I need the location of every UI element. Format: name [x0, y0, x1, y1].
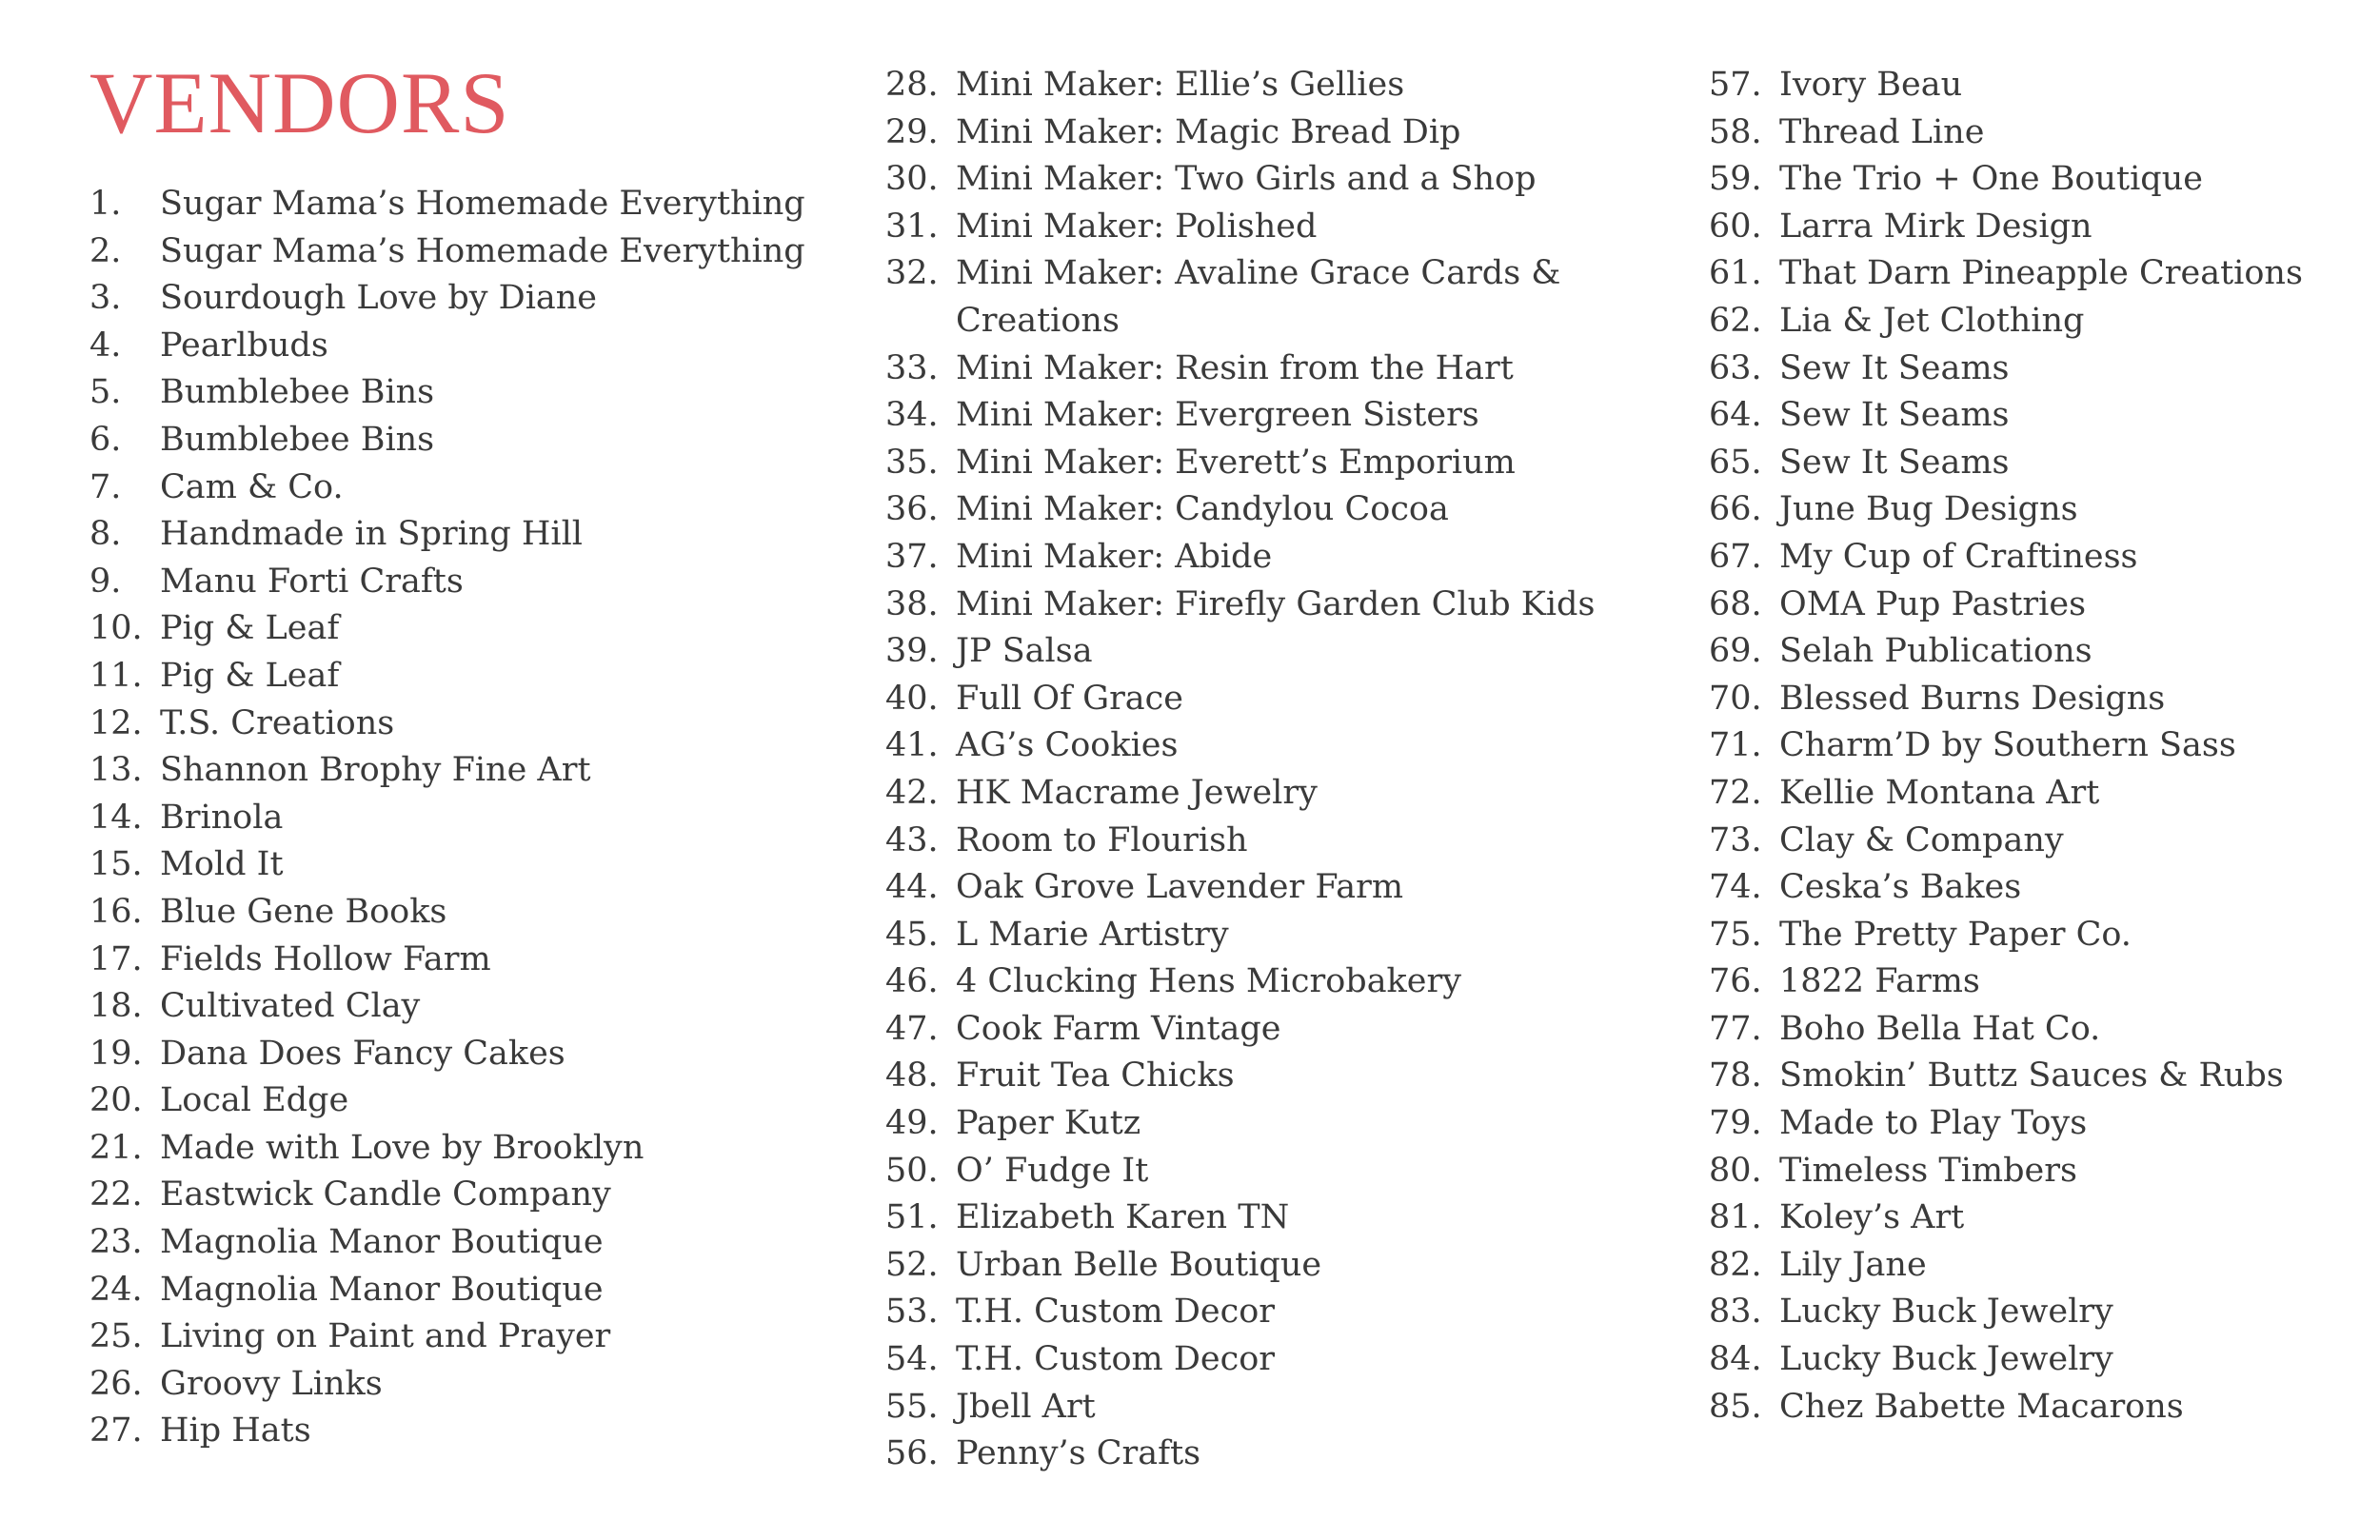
list-item	[885, 392, 1628, 440]
vendor-name: Lily Jane	[1779, 1245, 1927, 1284]
page-title: VENDORS	[89, 54, 510, 151]
list-item	[1709, 250, 2366, 298]
vendor-name: Charm’D by Southern Sass	[1779, 726, 2236, 765]
list-item	[89, 464, 813, 512]
list-item-number: 84.	[1709, 1340, 1762, 1379]
list-item-number: 4.	[89, 326, 122, 365]
list-item-number: 41.	[885, 726, 939, 765]
vendor-name: Mini Maker: Evergreen Sisters	[956, 396, 1479, 435]
list-item	[1709, 62, 2366, 109]
list-item-number: 82.	[1709, 1245, 1762, 1284]
vendor-name: Fruit Tea Chicks	[956, 1056, 1235, 1096]
vendor-name: My Cup of Craftiness	[1779, 537, 2138, 576]
vendor-name: That Darn Pineapple Creations	[1779, 254, 2303, 293]
vendor-name: Mini Maker: Firefly Garden Club Kids	[956, 584, 1596, 623]
list-item-number: 27.	[89, 1412, 143, 1451]
vendor-name: Thread Line	[1779, 112, 1985, 151]
vendor-name: Sugar Mama’s Homemade Everything	[160, 231, 805, 270]
list-item	[885, 534, 1628, 582]
list-item-number: 24.	[89, 1270, 143, 1309]
list-item-number: 36.	[885, 490, 939, 529]
vendor-name: OMA Pup Pastries	[1779, 584, 2087, 623]
list-item-number: 44.	[885, 868, 939, 907]
vendor-name: Chez Babette Macarons	[1779, 1387, 2184, 1426]
list-item	[89, 889, 813, 937]
list-item-number: 56.	[885, 1434, 939, 1473]
list-item	[1709, 864, 2366, 912]
vendor-name: Mini Maker: Magic Bread Dip	[956, 112, 1461, 151]
list-item	[1709, 818, 2366, 865]
vendor-name: Mold It	[160, 845, 284, 884]
list-item	[1709, 1194, 2366, 1242]
list-item	[885, 582, 1628, 629]
vendor-name: Cook Farm Vintage	[956, 1009, 1281, 1048]
list-item-number: 8.	[89, 515, 122, 554]
list-item	[89, 1172, 813, 1219]
vendor-name: Groovy Links	[160, 1364, 383, 1403]
list-item-number: 12.	[89, 703, 143, 742]
list-item-number: 2.	[89, 231, 122, 270]
list-item-number: 28.	[885, 66, 939, 104]
list-item	[89, 511, 813, 559]
list-item	[89, 653, 813, 701]
list-item	[89, 795, 813, 842]
list-item	[885, 250, 1628, 345]
vendor-list-column-3	[1709, 62, 2366, 1431]
list-item-number: 29.	[885, 112, 939, 151]
list-item	[885, 1053, 1628, 1100]
vendor-name: Cultivated Clay	[160, 987, 421, 1026]
vendor-name: L Marie Artistry	[956, 915, 1229, 954]
list-item	[885, 628, 1628, 676]
list-item-number: 69.	[1709, 632, 1762, 671]
list-item-number: 49.	[885, 1104, 939, 1143]
vendor-name: Sew It Seams	[1779, 443, 2010, 482]
vendor-name: June Bug Designs	[1779, 490, 2078, 529]
list-item-number: 11.	[89, 656, 143, 695]
list-item	[89, 1313, 813, 1361]
vendor-name: Mini Maker: Ellie’s Gellies	[956, 66, 1405, 104]
list-item	[1709, 958, 2366, 1006]
list-item	[885, 440, 1628, 487]
list-item	[89, 1125, 813, 1173]
list-item	[885, 818, 1628, 865]
list-item	[89, 701, 813, 748]
list-item-number: 55.	[885, 1387, 939, 1426]
vendor-name: Urban Belle Boutique	[956, 1245, 1322, 1284]
list-item	[89, 1031, 813, 1078]
vendor-name: Clay & Company	[1779, 820, 2064, 859]
vendor-name: Blessed Burns Designs	[1779, 679, 2166, 718]
list-item	[89, 1408, 813, 1455]
list-item	[885, 1431, 1628, 1478]
list-item	[1709, 770, 2366, 818]
list-item-number: 42.	[885, 773, 939, 812]
list-item	[1709, 912, 2366, 959]
list-item	[89, 1077, 813, 1125]
list-item	[885, 722, 1628, 770]
list-item	[885, 958, 1628, 1006]
list-item-number: 51.	[885, 1198, 939, 1237]
list-item-number: 46.	[885, 962, 939, 1001]
list-item	[1709, 440, 2366, 487]
vendor-name: Pig & Leaf	[160, 656, 340, 695]
list-item-number: 65.	[1709, 443, 1762, 482]
vendor-name: Mini Maker: Two Girls and a Shop	[956, 160, 1537, 199]
vendor-name: O’ Fudge It	[956, 1151, 1149, 1190]
vendor-name: Local Edge	[160, 1081, 349, 1120]
list-item-number: 57.	[1709, 66, 1762, 104]
vendor-name: Blue Gene Books	[160, 892, 447, 931]
list-item	[89, 937, 813, 984]
list-item	[89, 1267, 813, 1314]
list-item-number: 47.	[885, 1009, 939, 1048]
vendor-name: AG’s Cookies	[956, 726, 1179, 765]
list-item	[885, 1006, 1628, 1054]
vendor-name: Made with Love by Brooklyn	[160, 1128, 645, 1167]
list-item-number: 23.	[89, 1223, 143, 1262]
vendor-name: Mini Maker: Candylou Cocoa	[956, 490, 1449, 529]
list-item	[1709, 298, 2366, 346]
vendor-name: Lucky Buck Jewelry	[1779, 1293, 2113, 1332]
list-item-number: 72.	[1709, 773, 1762, 812]
list-item-number: 73.	[1709, 820, 1762, 859]
list-item	[89, 1219, 813, 1267]
list-item-number: 52.	[885, 1245, 939, 1284]
vendor-list-column-2	[885, 62, 1628, 1478]
list-item	[885, 676, 1628, 723]
vendor-name: Magnolia Manor Boutique	[160, 1223, 604, 1262]
list-item-number: 85.	[1709, 1387, 1762, 1426]
list-item-number: 63.	[1709, 348, 1762, 387]
list-item	[1709, 392, 2366, 440]
vendor-name: Selah Publications	[1779, 632, 2092, 671]
vendor-name: Lucky Buck Jewelry	[1779, 1340, 2113, 1379]
list-item-number: 14.	[89, 798, 143, 837]
vendor-list-column-1	[89, 181, 813, 1455]
list-item-number: 13.	[89, 751, 143, 790]
vendor-name: T.H. Custom Decor	[956, 1340, 1276, 1379]
list-item-number: 3.	[89, 279, 122, 318]
list-item-number: 15.	[89, 845, 143, 884]
list-item-number: 37.	[885, 537, 939, 576]
list-item-number: 7.	[89, 467, 122, 506]
vendor-name: JP Salsa	[956, 632, 1093, 671]
list-item-number: 81.	[1709, 1198, 1762, 1237]
list-item	[89, 605, 813, 653]
vendor-name: Sew It Seams	[1779, 396, 2010, 435]
list-item-number: 62.	[1709, 301, 1762, 340]
vendor-name: Kellie Montana Art	[1779, 773, 2100, 812]
list-item	[1709, 534, 2366, 582]
list-item-number: 54.	[885, 1340, 939, 1379]
vendor-name: Ivory Beau	[1779, 66, 1963, 104]
list-item	[1709, 1384, 2366, 1431]
vendor-name: Smokin’ Buttz Sauces & Rubs	[1779, 1056, 2284, 1096]
list-item	[1709, 204, 2366, 251]
list-item-number: 77.	[1709, 1009, 1762, 1048]
vendor-name: T.S. Creations	[160, 703, 395, 742]
vendor-name: Paper Kutz	[956, 1104, 1141, 1143]
vendor-name: Room to Flourish	[956, 820, 1248, 859]
list-item-number: 78.	[1709, 1056, 1762, 1096]
list-item-number: 22.	[89, 1175, 143, 1214]
list-item	[1709, 156, 2366, 204]
list-item	[89, 1361, 813, 1409]
list-item-number: 64.	[1709, 396, 1762, 435]
list-item-number: 50.	[885, 1151, 939, 1190]
list-item-number: 60.	[1709, 207, 1762, 246]
vendor-name: Mini Maker: Avaline Grace Cards & Creations	[956, 254, 1561, 340]
vendor-name: Dana Does Fancy Cakes	[160, 1034, 565, 1073]
vendor-name: Jbell Art	[956, 1387, 1096, 1426]
vendor-name: Magnolia Manor Boutique	[160, 1270, 604, 1309]
list-item-number: 48.	[885, 1056, 939, 1096]
list-item-number: 31.	[885, 207, 939, 246]
vendor-name: Made to Play Toys	[1779, 1104, 2088, 1143]
vendor-name: Brinola	[160, 798, 284, 837]
vendor-name: Full Of Grace	[956, 679, 1183, 718]
list-item-number: 71.	[1709, 726, 1762, 765]
list-item	[1709, 1336, 2366, 1384]
list-item	[885, 62, 1628, 109]
list-item	[89, 559, 813, 606]
list-item	[885, 156, 1628, 204]
list-item-number: 38.	[885, 584, 939, 623]
vendor-name: Pig & Leaf	[160, 609, 340, 648]
list-item-number: 58.	[1709, 112, 1762, 151]
vendor-name: Koley’s Art	[1779, 1198, 1965, 1237]
list-item-number: 20.	[89, 1081, 143, 1120]
vendor-name: 1822 Farms	[1779, 962, 1980, 1001]
list-item-number: 9.	[89, 562, 122, 601]
list-item	[1709, 722, 2366, 770]
list-item-number: 21.	[89, 1128, 143, 1167]
list-item	[885, 1148, 1628, 1195]
vendor-name: Elizabeth Karen TN	[956, 1198, 1290, 1237]
vendor-name: 4 Clucking Hens Microbakery	[956, 962, 1461, 1001]
vendor-name: Mini Maker: Abide	[956, 537, 1273, 576]
list-item-number: 70.	[1709, 679, 1762, 718]
vendor-name: Boho Bella Hat Co.	[1779, 1009, 2101, 1048]
list-item-number: 35.	[885, 443, 939, 482]
list-item-number: 16.	[89, 892, 143, 931]
vendor-name: Mini Maker: Resin from the Hart	[956, 348, 1514, 387]
list-item	[1709, 676, 2366, 723]
vendor-name: Fields Hollow Farm	[160, 939, 491, 978]
list-item	[885, 1242, 1628, 1290]
list-item-number: 19.	[89, 1034, 143, 1073]
list-item	[1709, 486, 2366, 534]
list-item-number: 83.	[1709, 1293, 1762, 1332]
list-item	[885, 770, 1628, 818]
list-item-number: 34.	[885, 396, 939, 435]
vendor-name: T.H. Custom Decor	[956, 1293, 1276, 1332]
vendor-name: Timeless Timbers	[1779, 1151, 2077, 1190]
vendor-name: Larra Mirk Design	[1779, 207, 2092, 246]
list-item	[1709, 1289, 2366, 1336]
list-item	[1709, 1100, 2366, 1148]
list-item-number: 75.	[1709, 915, 1762, 954]
list-item-number: 80.	[1709, 1151, 1762, 1190]
list-item-number: 33.	[885, 348, 939, 387]
list-item	[885, 1384, 1628, 1431]
list-item-number: 1.	[89, 185, 122, 223]
list-item	[89, 747, 813, 795]
vendor-name: Eastwick Candle Company	[160, 1175, 611, 1214]
vendor-name: Oak Grove Lavender Farm	[956, 868, 1404, 907]
list-item-number: 59.	[1709, 160, 1762, 199]
vendor-name: Sugar Mama’s Homemade Everything	[160, 185, 805, 223]
list-item	[1709, 1006, 2366, 1054]
vendor-name: HK Macrame Jewelry	[956, 773, 1318, 812]
list-item-number: 6.	[89, 420, 122, 459]
list-item-number: 67.	[1709, 537, 1762, 576]
list-item	[885, 109, 1628, 157]
list-item	[1709, 1242, 2366, 1290]
list-item	[89, 841, 813, 889]
vendor-name: Bumblebee Bins	[160, 420, 435, 459]
list-item	[1709, 582, 2366, 629]
list-item-number: 61.	[1709, 254, 1762, 293]
vendor-name: Pearlbuds	[160, 326, 328, 365]
list-item-number: 32.	[885, 254, 939, 293]
list-item	[89, 181, 813, 228]
vendor-name: Shannon Brophy Fine Art	[160, 751, 591, 790]
vendor-name: Living on Paint and Prayer	[160, 1317, 611, 1356]
list-item-number: 25.	[89, 1317, 143, 1356]
list-item-number: 26.	[89, 1364, 143, 1403]
list-item	[885, 1336, 1628, 1384]
list-item-number: 45.	[885, 915, 939, 954]
list-item-number: 10.	[89, 609, 143, 648]
list-item-number: 74.	[1709, 868, 1762, 907]
list-item-number: 18.	[89, 987, 143, 1026]
list-item-number: 79.	[1709, 1104, 1762, 1143]
list-item	[885, 346, 1628, 393]
list-item-number: 68.	[1709, 584, 1762, 623]
vendor-name: Mini Maker: Polished	[956, 207, 1318, 246]
vendor-name: Hip Hats	[160, 1412, 311, 1451]
list-item	[885, 912, 1628, 959]
vendor-name: Ceska’s Bakes	[1779, 868, 2022, 907]
vendor-name: Cam & Co.	[160, 467, 344, 506]
vendor-name: The Trio + One Boutique	[1779, 160, 2203, 199]
list-item	[89, 275, 813, 323]
list-item-number: 43.	[885, 820, 939, 859]
list-item-number: 76.	[1709, 962, 1762, 1001]
list-item-number: 53.	[885, 1293, 939, 1332]
list-item	[89, 417, 813, 464]
list-item	[885, 486, 1628, 534]
list-item	[89, 983, 813, 1031]
vendor-name: Sew It Seams	[1779, 348, 2010, 387]
list-item	[1709, 1053, 2366, 1100]
list-item	[89, 369, 813, 417]
list-item-number: 17.	[89, 939, 143, 978]
vendor-name: Mini Maker: Everett’s Emporium	[956, 443, 1516, 482]
list-item	[885, 1100, 1628, 1148]
list-item	[1709, 1148, 2366, 1195]
list-item-number: 40.	[885, 679, 939, 718]
vendor-name: Manu Forti Crafts	[160, 562, 464, 601]
list-item	[885, 864, 1628, 912]
list-item	[885, 1194, 1628, 1242]
list-item	[89, 323, 813, 370]
vendor-name: Handmade in Spring Hill	[160, 515, 583, 554]
list-item-number: 39.	[885, 632, 939, 671]
list-item-number: 66.	[1709, 490, 1762, 529]
list-item-number: 5.	[89, 373, 122, 412]
vendor-name: Penny’s Crafts	[956, 1434, 1201, 1473]
list-item	[885, 1289, 1628, 1336]
list-item	[1709, 109, 2366, 157]
vendor-name: Bumblebee Bins	[160, 373, 435, 412]
list-item-number: 30.	[885, 160, 939, 199]
list-item	[89, 228, 813, 276]
list-item	[885, 204, 1628, 251]
vendor-name: The Pretty Paper Co.	[1779, 915, 2132, 954]
vendor-name: Sourdough Love by Diane	[160, 279, 598, 318]
list-item	[1709, 346, 2366, 393]
vendor-name: Lia & Jet Clothing	[1779, 301, 2085, 340]
list-item	[1709, 628, 2366, 676]
